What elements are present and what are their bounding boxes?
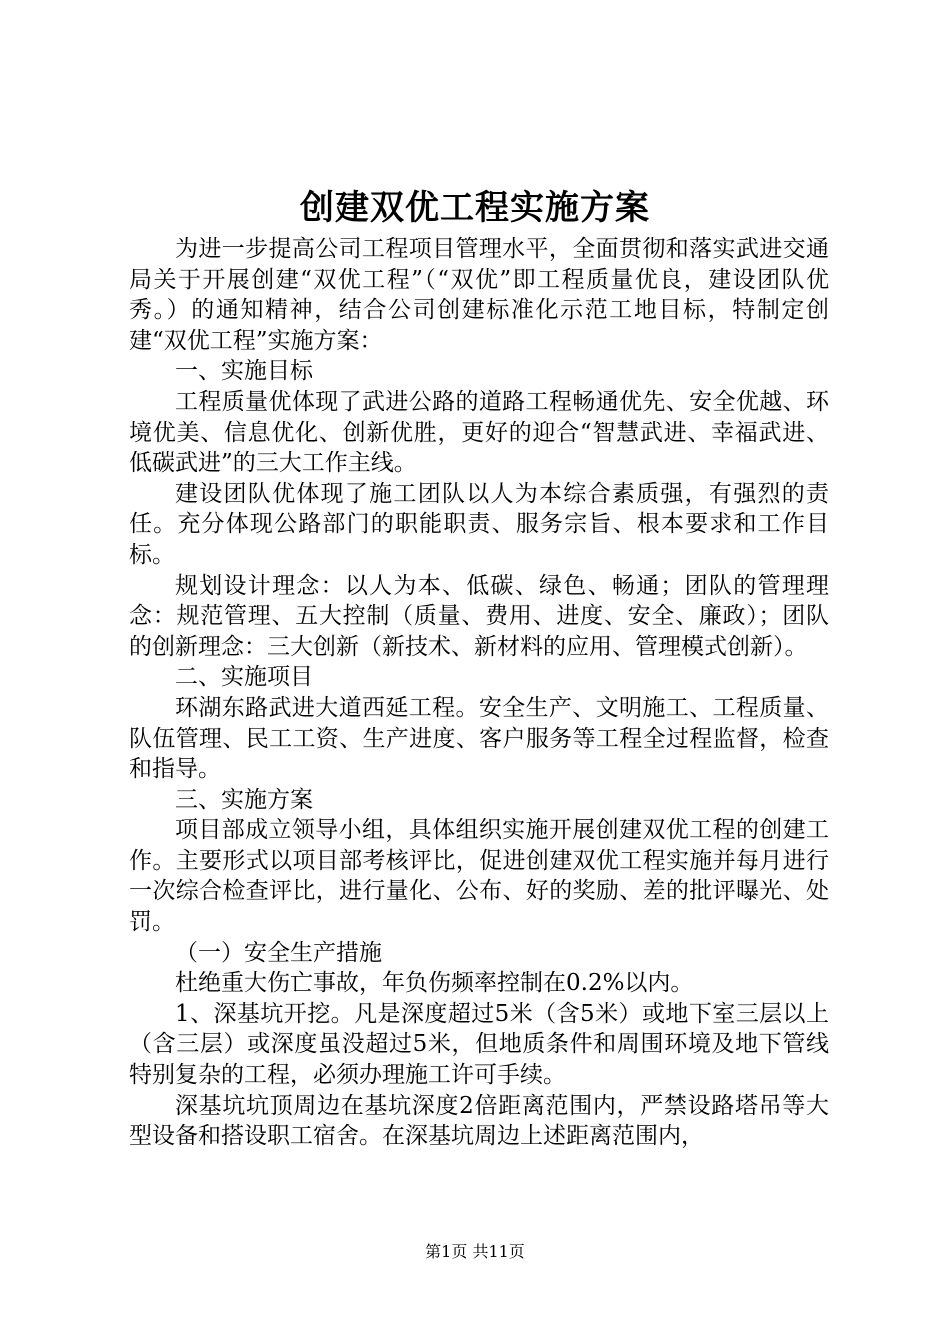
document-body <box>129 234 829 1152</box>
section-heading-3: 三、实施方案 <box>175 786 313 813</box>
paragraph: 建设团队优体现了施工团队以人为本综合素质强，有强烈的责任。充分体现公路部门的职能职责、服务宗旨、根本要求和工作目标。 <box>129 480 829 568</box>
section-heading-2: 二、实施项目 <box>175 664 313 691</box>
page-footer: 第1页 共11页 <box>425 1242 525 1261</box>
paragraph-intro: 为进一步提高公司工程项目管理水平，全面贯彻和落实武进交通局关于开展创建“双优工程”（“双优”即工程质量优良，建设团队优秀。）的通知精神，结合公司创建标准化示范工地目标，特制定创建“双优工程”实施方案： <box>129 236 829 354</box>
section-heading-1: 一、实施目标 <box>175 358 313 385</box>
paragraph: 工程质量优体现了武进公路的道路工程畅通优先、安全优越、环境优美、信息优化、创新优胜，更好的迎合“智慧武进、幸福武进、低碳武进”的三大工作主线。 <box>129 388 829 477</box>
document-title: 创建双优工程实施方案 <box>300 188 650 228</box>
subsection-heading: （一）安全生产措施 <box>175 939 382 966</box>
paragraph: 项目部成立领导小组，具体组织实施开展创建双优工程的创建工作。主要形式以项目部考核评比，促进创建双优工程实施并每月进行一次综合检查评比，进行量化、公布、好的奖励、差的批评曝光、处罚。 <box>129 817 829 936</box>
paragraph: 深基坑坑顶周边在基坑深度2倍距离范围内，严禁设路塔吊等大型设备和搭设职工宿舍。在深基坑周边上述距离范围内， <box>129 1092 829 1150</box>
paragraph: 1、深基坑开挖。凡是深度超过5米（含5米）或地下室三层以上（含三层）或深度虽没超过5米，但地质条件和周围环境及地下管线特别复杂的工程，必须办理施工许可手续。 <box>129 1000 829 1089</box>
paragraph: 环湖东路武进大道西延工程。安全生产、文明施工、工程质量、队伍管理、民工工资、生产进度、客户服务等工程全过程监督，检查和指导。 <box>129 694 829 783</box>
paragraph: 规划设计理念：以人为本、低碳、绿色、畅通；团队的管理理念：规范管理、五大控制（质量、费用、进度、安全、廉政）；团队的创新理念：三大创新（新技术、新材料的应用、管理模式创新）。 <box>129 572 829 660</box>
paragraph: 杜绝重大伤亡事故，年负伤频率控制在0.2%以内。 <box>175 970 694 997</box>
